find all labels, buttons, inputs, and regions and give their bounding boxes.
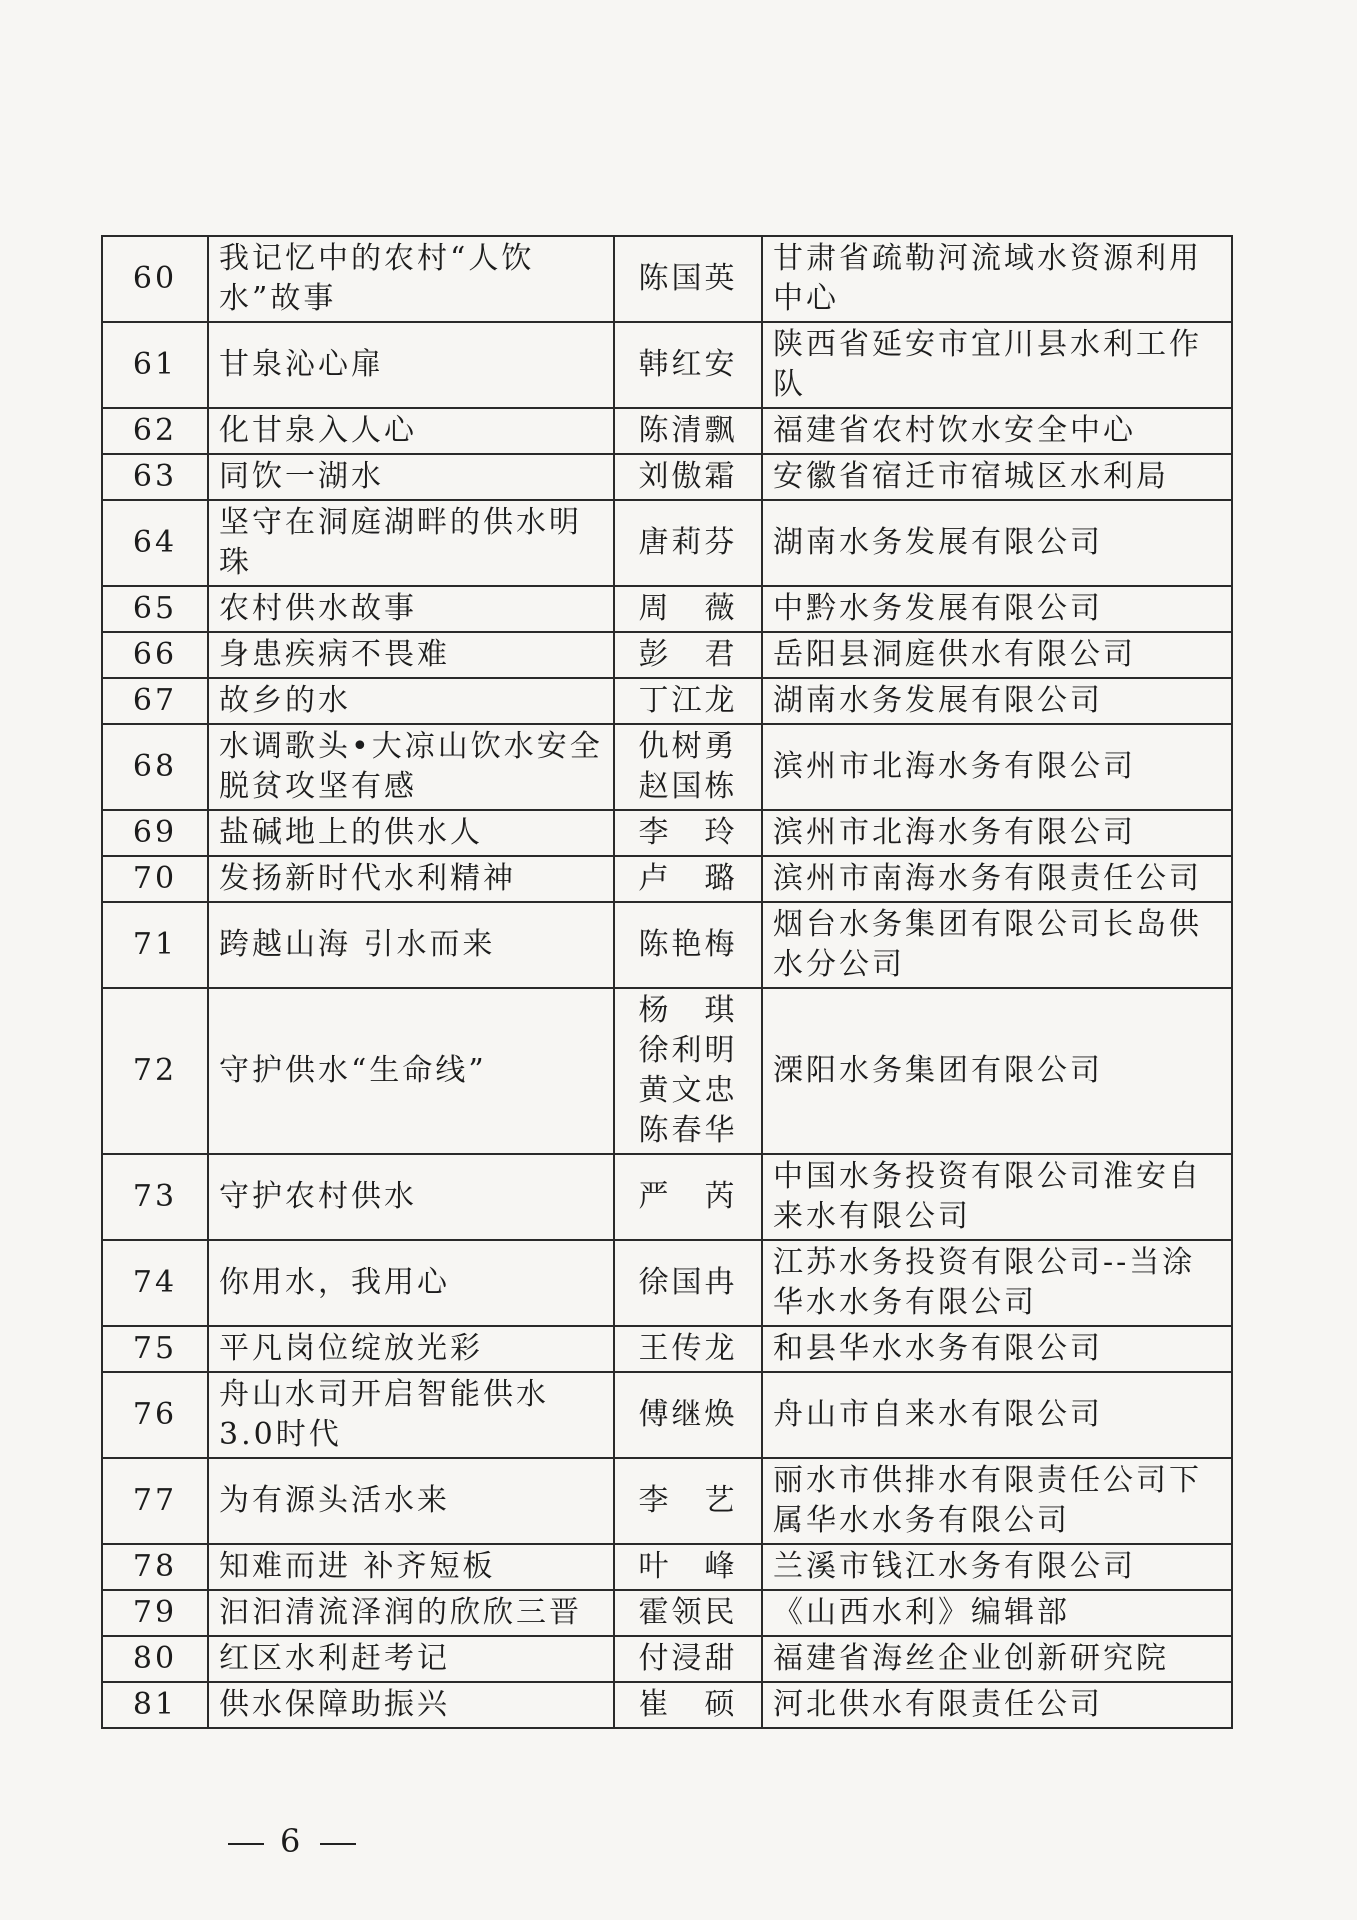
table-row bbox=[102, 810, 1232, 856]
row-number: 63 bbox=[102, 454, 208, 500]
work-title: 我记忆中的农村“人饮水”故事 bbox=[208, 236, 614, 322]
author-cell bbox=[614, 632, 762, 678]
author-name: 傅继焕 bbox=[638, 1397, 738, 1432]
row-number: 73 bbox=[102, 1154, 208, 1240]
author-cell bbox=[614, 902, 762, 988]
author-cell bbox=[614, 322, 762, 408]
organization: 兰溪市钱江水务有限公司 bbox=[762, 1544, 1232, 1590]
author-cell bbox=[614, 856, 762, 902]
organization: 安徽省宿迁市宿城区水利局 bbox=[762, 454, 1232, 500]
row-number: 78 bbox=[102, 1544, 208, 1590]
table-row bbox=[102, 236, 1232, 322]
work-title: 红区水利赶考记 bbox=[208, 1636, 614, 1682]
author-cell bbox=[614, 678, 762, 724]
table-row bbox=[102, 1458, 1232, 1544]
work-title: 跨越山海 引水而来 bbox=[208, 902, 614, 988]
table-row bbox=[102, 1326, 1232, 1372]
table-row bbox=[102, 902, 1232, 988]
work-title: 身患疾病不畏难 bbox=[208, 632, 614, 678]
organization: 中国水务投资有限公司淮安自来水有限公司 bbox=[762, 1154, 1232, 1240]
page-footer bbox=[212, 1822, 372, 1860]
author-name: 严 芮 bbox=[638, 1179, 738, 1214]
work-title: 供水保障助振兴 bbox=[208, 1682, 614, 1728]
author-name: 徐利明 bbox=[638, 1033, 738, 1068]
organization: 滨州市北海水务有限公司 bbox=[762, 810, 1232, 856]
author-name: 韩红安 bbox=[638, 347, 738, 382]
table-row bbox=[102, 1154, 1232, 1240]
organization: 溧阳水务集团有限公司 bbox=[762, 988, 1232, 1154]
organization: 福建省海丝企业创新研究院 bbox=[762, 1636, 1232, 1682]
author-cell bbox=[614, 586, 762, 632]
author-name: 陈艳梅 bbox=[638, 927, 738, 962]
table-row bbox=[102, 586, 1232, 632]
author-cell bbox=[614, 724, 762, 810]
author-name: 李 艺 bbox=[638, 1483, 738, 1518]
work-title: 化甘泉入人心 bbox=[208, 408, 614, 454]
organization: 和县华水水务有限公司 bbox=[762, 1326, 1232, 1372]
work-title: 守护农村供水 bbox=[208, 1154, 614, 1240]
author-name: 陈国英 bbox=[638, 261, 738, 296]
organization: 滨州市北海水务有限公司 bbox=[762, 724, 1232, 810]
author-name: 崔 硕 bbox=[638, 1687, 738, 1722]
row-number: 81 bbox=[102, 1682, 208, 1728]
author-name: 唐莉芬 bbox=[638, 525, 738, 560]
table-body bbox=[102, 236, 1232, 1728]
row-number: 74 bbox=[102, 1240, 208, 1326]
work-title: 盐碱地上的供水人 bbox=[208, 810, 614, 856]
author-name: 仇树勇 bbox=[638, 729, 738, 764]
row-number: 77 bbox=[102, 1458, 208, 1544]
work-title: 故乡的水 bbox=[208, 678, 614, 724]
table-row bbox=[102, 1544, 1232, 1590]
work-title: 平凡岗位绽放光彩 bbox=[208, 1326, 614, 1372]
row-number: 60 bbox=[102, 236, 208, 322]
table-row bbox=[102, 632, 1232, 678]
author-cell bbox=[614, 1636, 762, 1682]
author-name: 杨 琪 bbox=[638, 993, 738, 1028]
author-name: 陈清飘 bbox=[638, 413, 738, 448]
organization: 甘肃省疏勒河流域水资源利用中心 bbox=[762, 236, 1232, 322]
organization: 福建省农村饮水安全中心 bbox=[762, 408, 1232, 454]
row-number: 70 bbox=[102, 856, 208, 902]
work-title: 发扬新时代水利精神 bbox=[208, 856, 614, 902]
organization: 舟山市自来水有限公司 bbox=[762, 1372, 1232, 1458]
table-row bbox=[102, 1240, 1232, 1326]
organization: 陕西省延安市宜川县水利工作队 bbox=[762, 322, 1232, 408]
row-number: 79 bbox=[102, 1590, 208, 1636]
organization: 湖南水务发展有限公司 bbox=[762, 500, 1232, 586]
work-title: 守护供水“生命线” bbox=[208, 988, 614, 1154]
row-number: 76 bbox=[102, 1372, 208, 1458]
author-name: 卢 璐 bbox=[638, 861, 738, 896]
row-number: 75 bbox=[102, 1326, 208, 1372]
table-row bbox=[102, 408, 1232, 454]
organization: 江苏水务投资有限公司--当涂华水水务有限公司 bbox=[762, 1240, 1232, 1326]
work-title: 坚守在洞庭湖畔的供水明珠 bbox=[208, 500, 614, 586]
author-cell bbox=[614, 1154, 762, 1240]
author-name: 李 玲 bbox=[638, 815, 738, 850]
table-row bbox=[102, 454, 1232, 500]
author-name: 王传龙 bbox=[638, 1331, 738, 1366]
author-cell bbox=[614, 1590, 762, 1636]
author-cell bbox=[614, 500, 762, 586]
author-name: 赵国栋 bbox=[638, 769, 738, 804]
author-cell bbox=[614, 988, 762, 1154]
organization: 岳阳县洞庭供水有限公司 bbox=[762, 632, 1232, 678]
organization: 丽水市供排水有限责任公司下属华水水务有限公司 bbox=[762, 1458, 1232, 1544]
organization: 河北供水有限责任公司 bbox=[762, 1682, 1232, 1728]
row-number: 69 bbox=[102, 810, 208, 856]
table-row bbox=[102, 1590, 1232, 1636]
table-row bbox=[102, 322, 1232, 408]
author-name: 彭 君 bbox=[638, 637, 738, 672]
row-number: 61 bbox=[102, 322, 208, 408]
table-row bbox=[102, 1372, 1232, 1458]
author-cell bbox=[614, 1682, 762, 1728]
author-name: 周 薇 bbox=[638, 591, 738, 626]
author-name: 付浸甜 bbox=[638, 1641, 738, 1676]
table-row bbox=[102, 678, 1232, 724]
organization: 中黔水务发展有限公司 bbox=[762, 586, 1232, 632]
table-row bbox=[102, 724, 1232, 810]
work-title: 农村供水故事 bbox=[208, 586, 614, 632]
author-cell bbox=[614, 810, 762, 856]
row-number: 72 bbox=[102, 988, 208, 1154]
work-title: 汩汩清流泽润的欣欣三晋 bbox=[208, 1590, 614, 1636]
author-cell bbox=[614, 1372, 762, 1458]
table-row bbox=[102, 1682, 1232, 1728]
row-number: 67 bbox=[102, 678, 208, 724]
author-cell bbox=[614, 1544, 762, 1590]
row-number: 80 bbox=[102, 1636, 208, 1682]
work-title: 为有源头活水来 bbox=[208, 1458, 614, 1544]
footer-dash-right bbox=[320, 1843, 356, 1845]
author-cell bbox=[614, 1326, 762, 1372]
work-title: 水调歌头•大凉山饮水安全脱贫攻坚有感 bbox=[208, 724, 614, 810]
organization: 《山西水利》编辑部 bbox=[762, 1590, 1232, 1636]
table-row bbox=[102, 500, 1232, 586]
author-name: 霍领民 bbox=[638, 1595, 738, 1630]
author-name: 黄文忠 bbox=[638, 1073, 738, 1108]
footer-dash-left bbox=[228, 1843, 264, 1845]
row-number: 68 bbox=[102, 724, 208, 810]
work-title: 你用水，我用心 bbox=[208, 1240, 614, 1326]
row-number: 64 bbox=[102, 500, 208, 586]
work-title: 舟山水司开启智能供水3.0时代 bbox=[208, 1372, 614, 1458]
table-row bbox=[102, 988, 1232, 1154]
row-number: 71 bbox=[102, 902, 208, 988]
work-title: 知难而进 补齐短板 bbox=[208, 1544, 614, 1590]
author-name: 徐国冉 bbox=[638, 1265, 738, 1300]
row-number: 65 bbox=[102, 586, 208, 632]
row-number: 62 bbox=[102, 408, 208, 454]
author-name: 陈春华 bbox=[638, 1113, 738, 1148]
award-list-table bbox=[101, 235, 1233, 1729]
table-row bbox=[102, 856, 1232, 902]
author-name: 丁江龙 bbox=[638, 683, 738, 718]
author-cell bbox=[614, 408, 762, 454]
author-cell bbox=[614, 454, 762, 500]
author-cell bbox=[614, 1458, 762, 1544]
work-title: 同饮一湖水 bbox=[208, 454, 614, 500]
author-cell bbox=[614, 236, 762, 322]
organization: 湖南水务发展有限公司 bbox=[762, 678, 1232, 724]
author-name: 刘傲霜 bbox=[638, 459, 738, 494]
row-number: 66 bbox=[102, 632, 208, 678]
author-name: 叶 峰 bbox=[638, 1549, 738, 1584]
organization: 滨州市南海水务有限责任公司 bbox=[762, 856, 1232, 902]
page-number: 6 bbox=[280, 1822, 305, 1860]
author-cell bbox=[614, 1240, 762, 1326]
table-row bbox=[102, 1636, 1232, 1682]
work-title: 甘泉沁心扉 bbox=[208, 322, 614, 408]
organization: 烟台水务集团有限公司长岛供水分公司 bbox=[762, 902, 1232, 988]
